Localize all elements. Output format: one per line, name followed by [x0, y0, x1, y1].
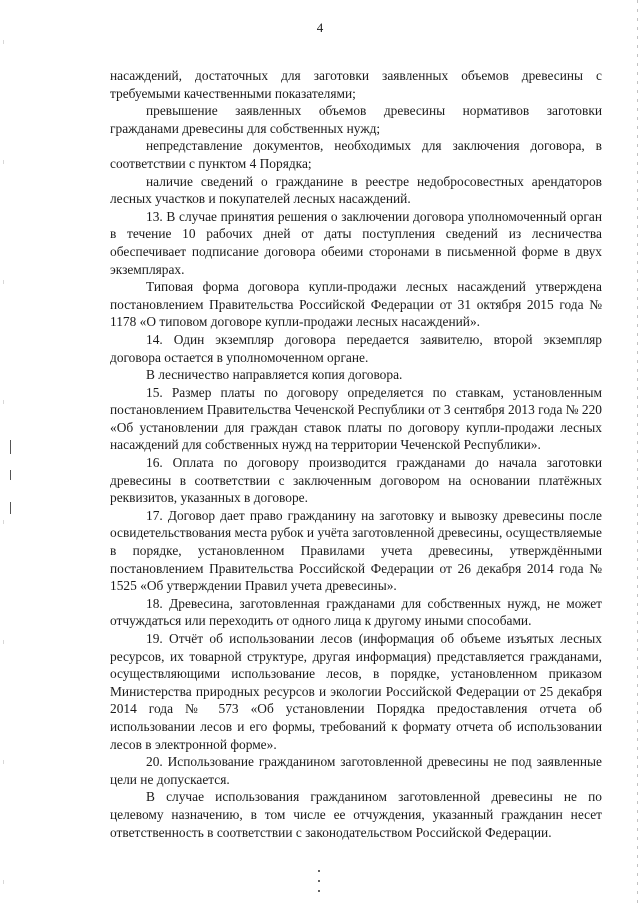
paragraph: превышение заявленных объемов древесины нормативов заготовки гражданами древесины для собственных нужд; — [110, 103, 602, 136]
paragraph: 20. Использование гражданином заготовленной древесины не под заявленные цели не допускается. — [110, 754, 602, 787]
scan-dot — [318, 890, 320, 892]
paragraph: наличие сведений о гражданине в реестре недобросовестных арендаторов лесных участков и покупателей лесных насаждений. — [110, 173, 602, 207]
paragraph: 19. Отчёт об использовании лесов (информация об объеме изъятых лесных ресурсов, их товарной структуре, другая информация) представляется гражданами, осуществляющими использование лесов, в порядке, установленном приказом Министерства природных ресурсов и экологии Российской Федерации от 25 декабря 2014 года № 573 «Об установлении Порядка предоставления отчета об использовании лесов и его формы, требований к формату отчета об использовании лесов в электронной форме». — [110, 631, 602, 752]
page-number: 4 — [316, 20, 324, 35]
document-body — [110, 67, 602, 841]
scan-edge-left — [3, 0, 4, 905]
paragraph: В лесничество направляется копия договора. — [146, 367, 403, 383]
paragraph: непредставление документов, необходимых для заключения договора, в соответствии с пунктом 4 Порядка; — [110, 138, 602, 171]
paragraph: 16. Оплата по договору производится гражданами до начала заготовки древесины в соответствии с заключенным договором на основании платёжных реквизитов, указанных в договоре. — [110, 455, 602, 506]
paragraph: В случае использования гражданином заготовленной древесины не по целевому назначению, в том числе ее отчуждения, указанный гражданин несет ответственность в соответствии с законодательством Российской Федерации. — [110, 789, 602, 840]
paragraph: 15. Размер платы по договору определяется по ставкам, установленным постановлением Правительства Чеченской Республики от 3 сентября 2013 года № 220 «Об установлении для граждан ставок платы по договору купли-продажи лесных насаждений для собственных нужд на территории Чеченской Республики». — [110, 384, 602, 453]
paragraph: 14. Один экземпляр договора передается заявителю, второй экземпляр договора остается в уполномоченном органе. — [110, 331, 602, 365]
scan-edge-right — [637, 0, 638, 905]
paragraph: Типовая форма договора купли-продажи лесных насаждений утверждена постановлением Правительства Российской Федерации от 31 октября 2015 года № 1178 «О типовом договоре купли-продажи лесных насаждений». — [110, 279, 602, 330]
scan-dot — [318, 880, 320, 882]
scan-mark — [10, 502, 11, 514]
paragraph: 17. Договор дает право гражданину на заготовку и вывозку древесины после освидетельствования места рубок и учёта заготовленной древесины, осуществляемые в порядке, установленном Правилами учета древесины, утверждёнными постановлением Правительства Российской Федерации от 26 декабря 2014 года № 1525 «Об утверждении Правил учета древесины». — [110, 507, 602, 594]
scan-mark — [10, 440, 11, 454]
paragraph: 13. В случае принятия решения о заключении договора уполномоченный орган в течение 10 рабочих дней от даты поступления сведений из лесничества обеспечивает подписание договора обеими сторонами в письменной форме в двух экземплярах. — [110, 208, 602, 277]
scan-mark — [10, 470, 11, 480]
paragraph: 18. Древесина, заготовленная гражданами для собственных нужд, не может отчуждаться или переходить от одного лица к другому иными способами. — [110, 595, 602, 629]
paragraph: насаждений, достаточных для заготовки заявленных объемов древесины с требуемыми качественными показателями; — [110, 68, 602, 101]
scan-dot — [318, 870, 320, 872]
